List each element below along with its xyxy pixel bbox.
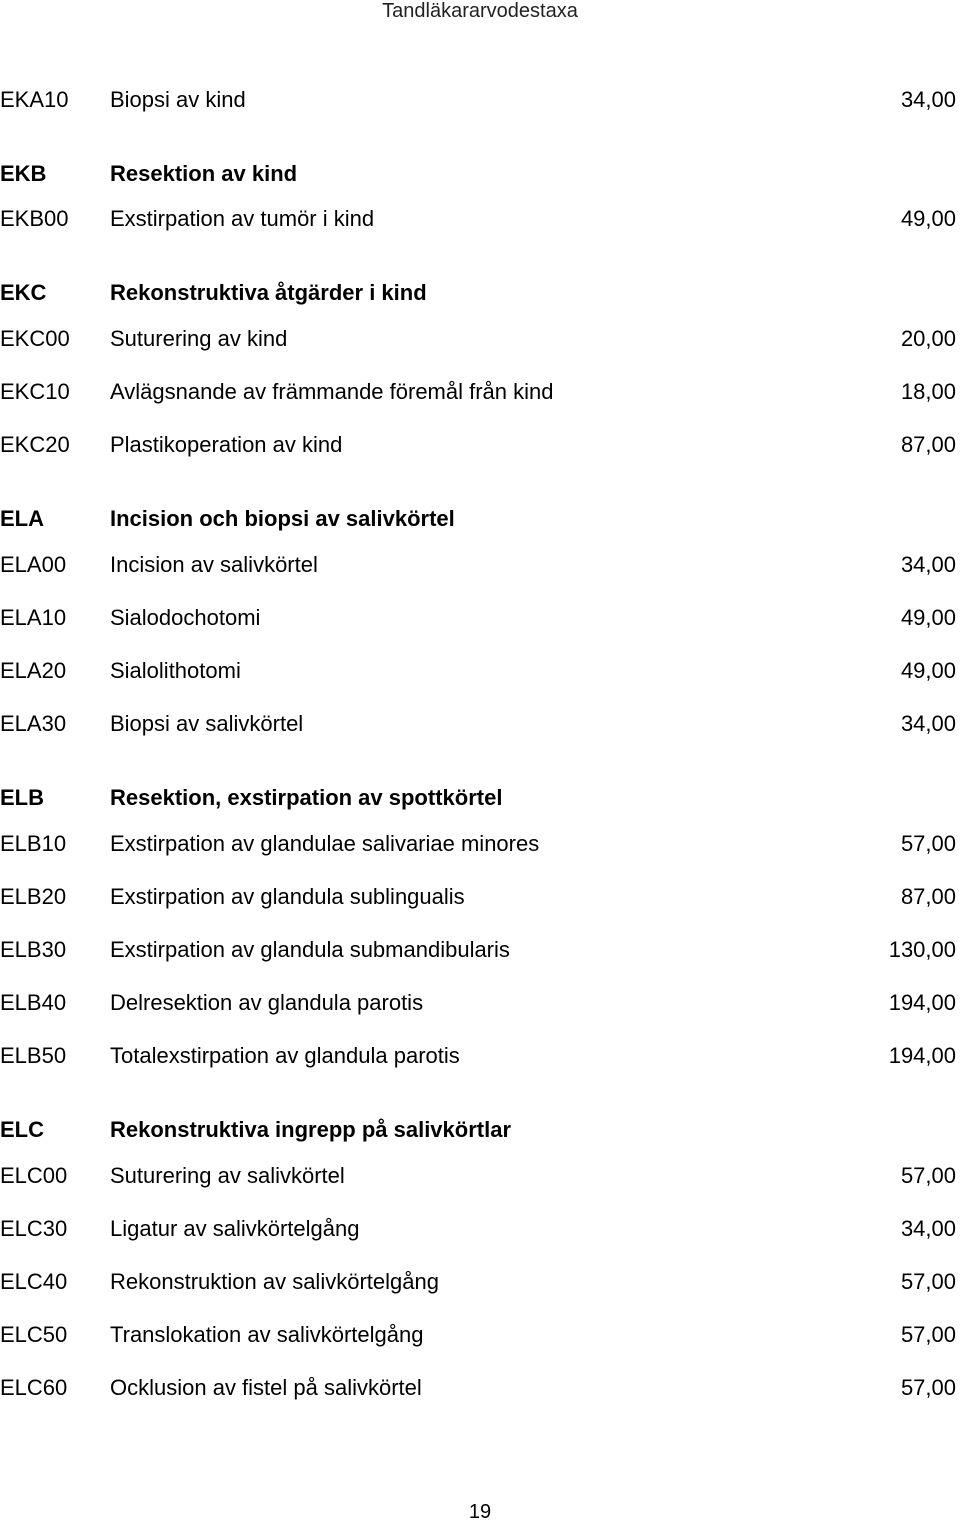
procedure-price: 57,00: [900, 1269, 956, 1294]
table-row: [0, 1041, 956, 1071]
procedure-description: Biopsi av salivkörtel: [110, 711, 304, 736]
group-heading-row: [0, 783, 956, 813]
procedure-price: 49,00: [900, 605, 956, 630]
table-row: [0, 1214, 956, 1244]
procedure-description: Totalexstirpation av glandula parotis: [110, 1043, 460, 1068]
procedure-code: EKC10: [0, 379, 70, 404]
table-row: [0, 377, 956, 407]
group-code: ELB: [0, 785, 44, 810]
procedure-code: EKB00: [0, 206, 69, 231]
procedure-description: Sialolithotomi: [110, 658, 241, 683]
procedure-description: Exstirpation av tumör i kind: [110, 206, 375, 231]
group-code: ELA: [0, 506, 44, 531]
table-row: [0, 603, 956, 633]
procedure-price: 130,00: [888, 937, 956, 962]
table-row: [0, 1267, 956, 1297]
procedure-description: Ligatur av salivkörtelgång: [110, 1216, 360, 1241]
table-row: [0, 85, 956, 115]
procedure-code: EKC00: [0, 326, 70, 351]
procedure-price: 34,00: [900, 552, 956, 577]
procedure-price: 49,00: [900, 658, 956, 683]
procedure-code: ELA10: [0, 605, 67, 630]
procedure-code: ELB40: [0, 990, 67, 1015]
procedure-price: 57,00: [900, 1163, 956, 1188]
procedure-price: 34,00: [900, 711, 956, 736]
procedure-description: Incision av salivkörtel: [110, 552, 318, 577]
procedure-price: 18,00: [900, 379, 956, 404]
group-title: Rekonstruktiva ingrepp på salivkörtlar: [110, 1117, 512, 1142]
page-number: 19: [468, 1501, 492, 1523]
procedure-description: Exstirpation av glandulae salivariae minores: [110, 831, 540, 856]
procedure-description: Avlägsnande av främmande föremål från kind: [110, 379, 554, 404]
procedure-code: EKC20: [0, 432, 70, 457]
procedure-code: ELC00: [0, 1163, 68, 1188]
group-heading-row: [0, 159, 956, 189]
group-heading-row: [0, 278, 956, 308]
procedure-price: 34,00: [900, 87, 956, 112]
procedure-code: ELC40: [0, 1269, 68, 1294]
table-row: [0, 829, 956, 859]
procedure-code: ELC30: [0, 1216, 68, 1241]
page-header-title: Tandläkararvodestaxa: [382, 0, 578, 22]
procedure-price: 57,00: [900, 831, 956, 856]
procedure-code: ELC60: [0, 1375, 68, 1400]
procedure-code: ELA20: [0, 658, 67, 683]
procedure-description: Rekonstruktion av salivkörtelgång: [110, 1269, 439, 1294]
table-row: [0, 882, 956, 912]
group-title: Incision och biopsi av salivkörtel: [110, 506, 455, 531]
procedure-description: Exstirpation av glandula sublingualis: [110, 884, 465, 909]
group-heading-row: [0, 504, 956, 534]
procedure-code: ELB20: [0, 884, 67, 909]
procedure-code: EKA10: [0, 87, 69, 112]
table-row: [0, 935, 956, 965]
procedure-code: ELA00: [0, 552, 67, 577]
group-title: Resektion av kind: [110, 161, 298, 186]
table-row: [0, 204, 956, 234]
procedure-price: 194,00: [888, 990, 956, 1015]
table-row: [0, 550, 956, 580]
procedure-description: Suturering av kind: [110, 326, 288, 351]
procedure-description: Biopsi av kind: [110, 87, 246, 112]
procedure-price: 87,00: [900, 432, 956, 457]
group-code: EKB: [0, 161, 47, 186]
procedure-code: ELB50: [0, 1043, 67, 1068]
procedure-price: 34,00: [900, 1216, 956, 1241]
procedure-code: ELC50: [0, 1322, 68, 1347]
group-heading-row: [0, 1115, 956, 1145]
procedure-price: 20,00: [900, 326, 956, 351]
procedure-description: Translokation av salivkörtelgång: [110, 1322, 424, 1347]
table-row: [0, 1161, 956, 1191]
procedure-description: Ocklusion av fistel på salivkörtel: [110, 1375, 422, 1400]
procedure-code: ELB10: [0, 831, 67, 856]
procedure-description: Exstirpation av glandula submandibularis: [110, 937, 510, 962]
procedure-price: 194,00: [888, 1043, 956, 1068]
group-code: EKC: [0, 280, 47, 305]
table-row: [0, 709, 956, 739]
table-row: [0, 988, 956, 1018]
procedure-description: Plastikoperation av kind: [110, 432, 343, 457]
procedure-price: 57,00: [900, 1322, 956, 1347]
group-code: ELC: [0, 1117, 44, 1142]
procedure-price: 49,00: [900, 206, 956, 231]
procedure-price: 57,00: [900, 1375, 956, 1400]
procedure-price: 87,00: [900, 884, 956, 909]
procedure-description: Delresektion av glandula parotis: [110, 990, 424, 1015]
procedure-code: ELB30: [0, 937, 67, 962]
table-row: [0, 324, 956, 354]
procedure-description: Suturering av salivkörtel: [110, 1163, 345, 1188]
procedure-code: ELA30: [0, 711, 67, 736]
group-title: Resektion, exstirpation av spottkörtel: [110, 785, 503, 810]
table-row: [0, 656, 956, 686]
procedure-description: Sialodochotomi: [110, 605, 261, 630]
table-row: [0, 1320, 956, 1350]
group-title: Rekonstruktiva åtgärder i kind: [110, 280, 427, 305]
table-row: [0, 430, 956, 460]
table-row: [0, 1373, 956, 1403]
